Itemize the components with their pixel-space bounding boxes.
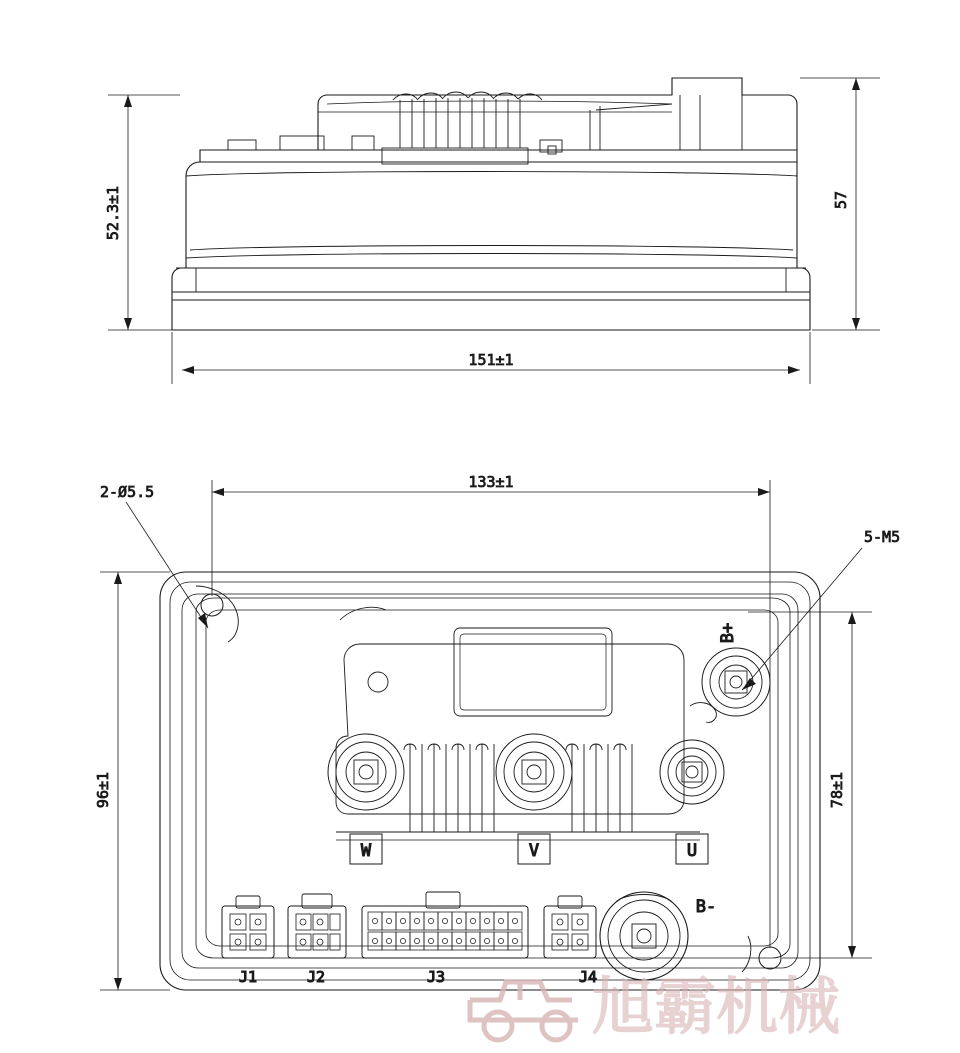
dimension-label-width-bottom: 151±1	[468, 351, 514, 369]
dimension-label-hole-spacing-top: 133±1	[468, 473, 514, 491]
side-body-bands	[172, 172, 810, 293]
terminal-phase-w	[328, 734, 404, 864]
connector-j2	[288, 894, 346, 986]
terminal-phase-v	[496, 734, 572, 864]
dimension-label-hole-spacing-right: 78±1	[828, 771, 846, 809]
connector-label-j2: J2	[306, 968, 326, 986]
terminal-label-w: W	[360, 841, 372, 861]
watermark	[470, 970, 840, 1043]
leader-mount-holes	[100, 483, 208, 628]
connector-j3	[362, 892, 528, 986]
connector-label-j1: J1	[238, 968, 258, 986]
dimension-height-right	[800, 78, 880, 330]
side-base-corners	[172, 268, 810, 300]
terminal-b-plus-bracket	[690, 703, 716, 723]
top-plan-view	[94, 473, 900, 990]
top-label-plate	[454, 628, 612, 716]
side-lid-curve	[327, 101, 672, 104]
top-busbar-ribs	[336, 744, 700, 840]
leader-label-terminal-studs: 5-M5	[864, 528, 901, 546]
dimension-height-left-top-view	[94, 572, 170, 990]
side-heatsink-fins	[393, 92, 542, 148]
leader-label-mount-holes: 2-Ø5.5	[100, 483, 155, 501]
connector-j1	[222, 896, 274, 986]
terminal-b-minus	[600, 892, 716, 980]
dimension-label-height-left: 52.3±1	[104, 185, 122, 241]
dimension-label-height-right: 57	[832, 190, 850, 210]
dimension-height-left	[104, 95, 180, 330]
top-label-plate-inner	[460, 634, 606, 710]
terminal-label-v: V	[528, 841, 540, 861]
connector-label-j3: J3	[426, 968, 446, 986]
dimension-width-bottom	[172, 332, 810, 384]
side-elevation-view	[104, 78, 880, 384]
dimension-hole-spacing-top	[212, 473, 770, 948]
watermark-text: 旭霸机械	[592, 970, 841, 1043]
connector-label-j4: J4	[578, 968, 598, 986]
terminal-phase-u	[660, 740, 724, 864]
terminal-b-plus	[690, 623, 770, 723]
dimension-label-height-left-top-view: 96±1	[94, 771, 112, 809]
side-deck-features	[228, 78, 742, 164]
terminal-label-b-plus: B+	[718, 622, 738, 644]
terminal-label-b-minus: B-	[695, 897, 717, 917]
top-vent-hole	[368, 672, 388, 692]
terminal-label-u: U	[686, 841, 698, 861]
connector-j4	[544, 896, 597, 986]
